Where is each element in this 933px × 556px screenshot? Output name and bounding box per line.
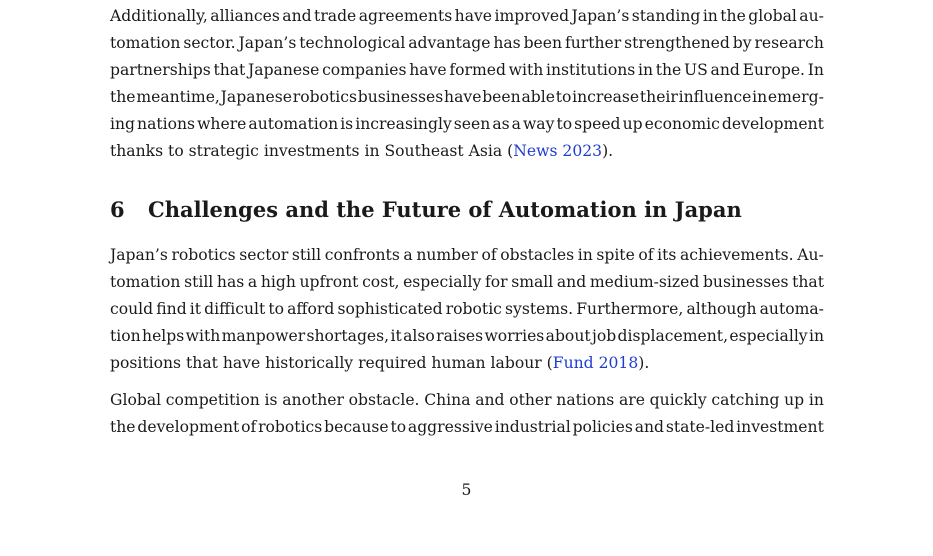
word: is: [264, 391, 278, 409]
section-heading: [110, 196, 742, 224]
word: Au-: [797, 246, 824, 264]
word: because: [324, 418, 389, 436]
word: partnerships: [110, 61, 211, 79]
word: obstacles: [500, 246, 575, 264]
word: and: [282, 7, 312, 25]
word: have: [409, 61, 447, 79]
word: automa-: [759, 300, 824, 318]
word: development: [137, 418, 240, 436]
word: it: [189, 300, 202, 318]
word: a: [511, 115, 521, 133]
word: worries: [484, 327, 545, 345]
word: US: [684, 61, 708, 79]
word: spite: [596, 246, 635, 264]
text-line: [110, 84, 824, 111]
word: to: [390, 418, 407, 436]
word: helps: [142, 327, 185, 345]
page-number: 5: [461, 481, 472, 499]
word: shortages,: [306, 327, 390, 345]
word: cost,: [362, 273, 400, 291]
word: up: [784, 391, 805, 409]
word: technological: [299, 34, 406, 52]
word: Japan’s: [238, 34, 297, 52]
word: in: [577, 246, 593, 264]
word: confronts: [324, 246, 400, 264]
word: been: [523, 34, 563, 52]
text-line: [110, 296, 824, 323]
word: its: [657, 246, 677, 264]
word: has: [216, 273, 245, 291]
word: in: [752, 88, 768, 106]
word: businesses: [357, 88, 444, 106]
word: especially: [729, 327, 808, 345]
word: nations: [137, 115, 196, 133]
word: aggressive: [407, 418, 493, 436]
word: tomation: [110, 273, 181, 291]
word: in: [638, 61, 654, 79]
word: sector.: [183, 34, 236, 52]
word: institutions: [546, 61, 636, 79]
word: although: [686, 300, 757, 318]
word: the: [655, 61, 682, 79]
word: nations: [556, 391, 615, 409]
word: of: [241, 418, 257, 436]
word: automation: [248, 115, 339, 133]
word: job: [591, 327, 617, 345]
word: Japan’s: [571, 7, 630, 25]
word: could: [110, 300, 154, 318]
word: strengthened: [624, 34, 730, 52]
word: quickly: [649, 391, 707, 409]
word: another: [282, 391, 344, 409]
word: up: [622, 115, 643, 133]
word: economic: [644, 115, 720, 133]
word: advantage: [408, 34, 491, 52]
word: upfront: [299, 273, 359, 291]
word: influence: [678, 88, 752, 106]
word: other: [509, 391, 552, 409]
word: robotics: [171, 246, 236, 264]
word: still: [184, 273, 214, 291]
text-line: [110, 57, 824, 84]
word: robotic: [445, 300, 502, 318]
word: industrial: [494, 418, 571, 436]
word: investment: [736, 418, 824, 436]
word: state-led: [665, 418, 735, 436]
word: seen: [453, 115, 491, 133]
word: manpower: [221, 327, 306, 345]
word: Japan’s: [110, 246, 168, 264]
word: displacement,: [617, 327, 729, 345]
word: agreements: [358, 7, 453, 25]
word: a: [403, 246, 413, 264]
word: businesses: [702, 273, 789, 291]
text-line: thanks to strategic investments in Southeast Asia (News 2023).: [110, 142, 614, 160]
text-line: [110, 242, 824, 269]
word: also: [403, 327, 435, 345]
word: trade: [314, 7, 357, 25]
paragraph-trade-agreements: [110, 3, 824, 165]
word: medium-sized: [589, 273, 700, 291]
word: systems.: [505, 300, 574, 318]
text-line: [110, 111, 824, 138]
word: the: [110, 88, 136, 106]
word: still: [291, 246, 322, 264]
word: standing: [631, 7, 701, 25]
word: Japanese: [220, 88, 293, 106]
word: tion: [110, 327, 141, 345]
word: of: [481, 246, 497, 264]
word: in: [808, 391, 824, 409]
word: in: [702, 7, 718, 25]
word: Global: [110, 391, 162, 409]
word: development: [721, 115, 824, 133]
text-line: [110, 30, 824, 57]
word: Europe.: [742, 61, 805, 79]
paragraph-global-competition: [110, 387, 824, 441]
word: as: [492, 115, 510, 133]
word: speed: [574, 115, 621, 133]
word: ing: [110, 115, 136, 133]
word: increase: [572, 88, 640, 106]
word: are: [619, 391, 645, 409]
word: to: [556, 115, 573, 133]
word: tomation: [110, 34, 181, 52]
text-line: [110, 269, 824, 296]
word: is: [340, 115, 354, 133]
word: achievements.: [680, 246, 794, 264]
word: formed: [449, 61, 506, 79]
text-line: [110, 323, 824, 350]
word: global: [748, 7, 797, 25]
word: the: [110, 418, 136, 436]
word: in: [808, 327, 824, 345]
word: the: [720, 7, 746, 25]
word: meantime,: [136, 88, 220, 106]
word: been: [482, 88, 521, 106]
word: small: [511, 273, 554, 291]
section-title: Challenges and the Future of Automation in Japan: [148, 197, 742, 222]
word: way: [522, 115, 555, 133]
section-number: 6: [110, 197, 125, 222]
word: able: [521, 88, 555, 106]
word: with: [508, 61, 544, 79]
word: raises: [436, 327, 484, 345]
word: Japanese: [248, 61, 320, 79]
paragraph-challenges: [110, 242, 824, 377]
word: afford: [287, 300, 335, 318]
word: especially: [403, 273, 482, 291]
word: research: [754, 34, 824, 52]
word: by: [732, 34, 752, 52]
word: difficult: [204, 300, 266, 318]
word: competition: [165, 391, 260, 409]
word: of: [638, 246, 654, 264]
word: robotics: [292, 88, 357, 106]
word: In: [807, 61, 824, 79]
word: their: [639, 88, 678, 106]
text-line: positions that have historically required human labour (Fund 2018).: [110, 354, 650, 372]
word: and: [475, 391, 505, 409]
word: with: [185, 327, 221, 345]
word: companies: [322, 61, 407, 79]
word: robotics: [258, 418, 323, 436]
word: have: [444, 88, 482, 106]
word: sophisticated: [337, 300, 443, 318]
word: alliances: [210, 7, 280, 25]
word: catching: [711, 391, 780, 409]
citation-link[interactable]: Fund 2018: [552, 354, 639, 372]
text-line: [110, 414, 824, 441]
word: about: [545, 327, 591, 345]
citation-link[interactable]: News 2023: [513, 142, 603, 160]
word: to: [555, 88, 572, 106]
word: a: [247, 273, 258, 291]
word: high: [260, 273, 296, 291]
word: policies: [572, 418, 633, 436]
word: for: [484, 273, 508, 291]
word: find: [156, 300, 187, 318]
word: Furthermore,: [576, 300, 684, 318]
word: obstacle.: [348, 391, 420, 409]
word: it: [390, 327, 402, 345]
word: emerg-: [767, 88, 824, 106]
word: has: [493, 34, 521, 52]
word: improved: [494, 7, 570, 25]
word: au-: [799, 7, 824, 25]
text-line: [110, 3, 824, 30]
word: and: [556, 273, 587, 291]
word: and: [634, 418, 665, 436]
word: and: [710, 61, 740, 79]
text-line: [110, 387, 824, 414]
word: that: [792, 273, 824, 291]
word: sector: [239, 246, 289, 264]
word: China: [424, 391, 471, 409]
word: to: [268, 300, 285, 318]
word: that: [213, 61, 246, 79]
word: have: [454, 7, 493, 25]
word: where: [197, 115, 247, 133]
word: further: [564, 34, 622, 52]
word: increasingly: [355, 115, 452, 133]
word: Additionally,: [110, 7, 208, 25]
word: number: [416, 246, 478, 264]
